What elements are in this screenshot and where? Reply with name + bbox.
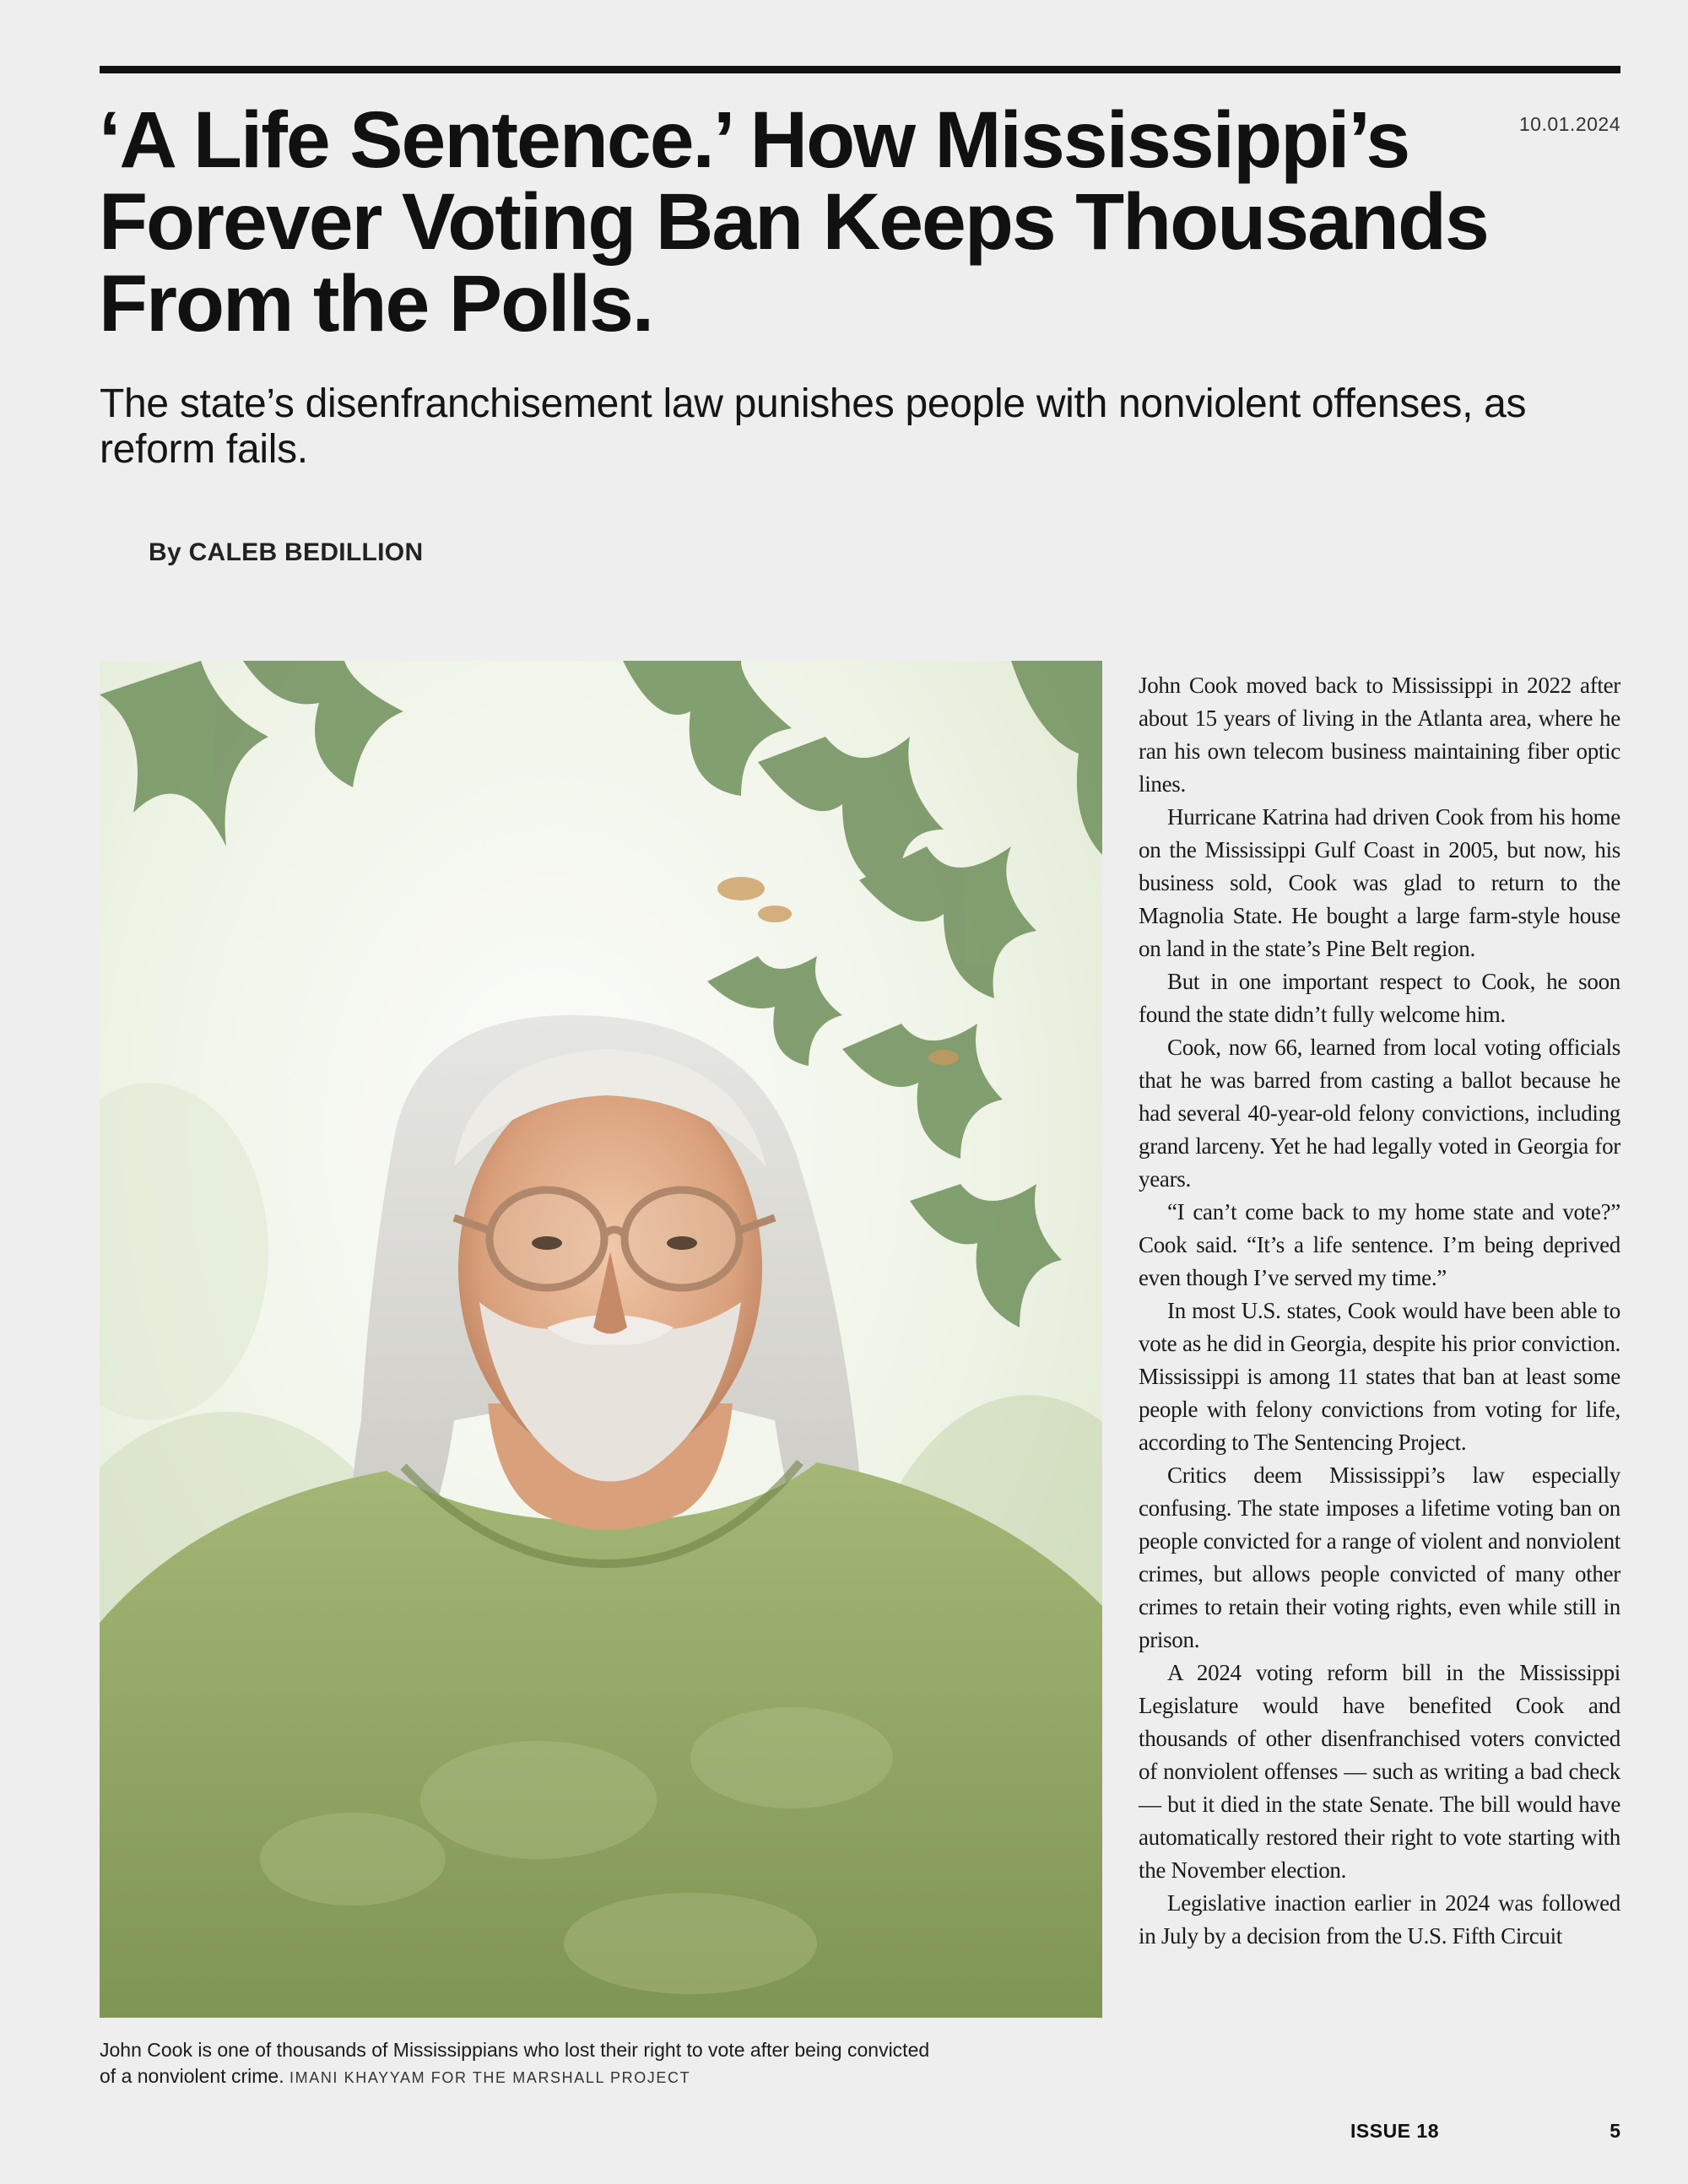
photo-caption: [100, 2037, 944, 2091]
body-paragraph: John Cook moved back to Mississippi in 2022 after about 15 years of living in the Atlanta area, where he ran his own telecom business maintaining fiber optic lines.: [1139, 673, 1620, 797]
article-body: [1139, 669, 1620, 1953]
headline: ‘A Life Sentence.’ How Mississippi’s Forever Voting Ban Keeps Thousands From the Polls.: [99, 95, 1488, 349]
issue-label: ISSUE 18: [1350, 2120, 1439, 2142]
top-rule: [100, 66, 1620, 73]
portrait-photo: [100, 661, 1102, 2018]
photo-credit: IMANI KHAYYAM FOR THE MARSHALL PROJECT: [289, 2069, 691, 2086]
body-paragraph: Hurricane Katrina had driven Cook from his home on the Mississippi Gulf Coast in 2005, but now, his business sold, Cook was glad to return to the Magnolia State. He bought a large farm-style house on land in the state’s Pine Belt region.: [1139, 804, 1620, 961]
body-paragraph: But in one important respect to Cook, he soon found the state didn’t fully welcome him.: [1139, 969, 1620, 1027]
subheadline: The state’s disenfranchisement law punishes people with nonviolent offenses, as reform fails.: [100, 381, 1527, 472]
page-number: 5: [1610, 2120, 1620, 2142]
body-paragraph: Critics deem Mississippi’s law especially confusing. The state imposes a lifetime voting ban on people convicted for a range of violent and nonviolent crimes, but allows people convicted of many other crimes to retain their voting rights, even while still in prison.: [1139, 1462, 1620, 1652]
body-paragraph: A 2024 voting reform bill in the Mississippi Legislature would have benefited Cook and thousands of other disenfranchised voters convicted of nonviolent offenses — such as writing a bad check — but it died in the state Senate. The bill would have automatically restored their right to vote starting with the November election.: [1139, 1660, 1620, 1883]
body-paragraph: “I can’t come back to my home state and vote?” Cook said. “It’s a life sentence. I’m being deprived even though I’ve served my time.”: [1139, 1199, 1620, 1290]
byline: By CALEB BEDILLION: [149, 538, 424, 566]
publication-date: 10.01.2024: [1518, 113, 1620, 135]
body-paragraph: Cook, now 66, learned from local voting officials that he was barred from casting a ballot because he had several 40-year-old felony convictions, including grand larceny. Yet he had legally voted in Georgia for years.: [1139, 1035, 1620, 1192]
caption-text: John Cook is one of thousands of Mississippians who lost their right to vote after being convicted of a nonviolent crime.: [100, 2039, 930, 2087]
body-paragraph: In most U.S. states, Cook would have been able to vote as he did in Georgia, despite his prior conviction. Mississippi is among 11 states that ban at least some people with felony convictions from voting for life, according to The Sentencing Project.: [1139, 1298, 1620, 1455]
body-paragraph: Legislative inaction earlier in 2024 was followed in July by a decision from the U.S. Fifth Circuit: [1139, 1890, 1620, 1949]
